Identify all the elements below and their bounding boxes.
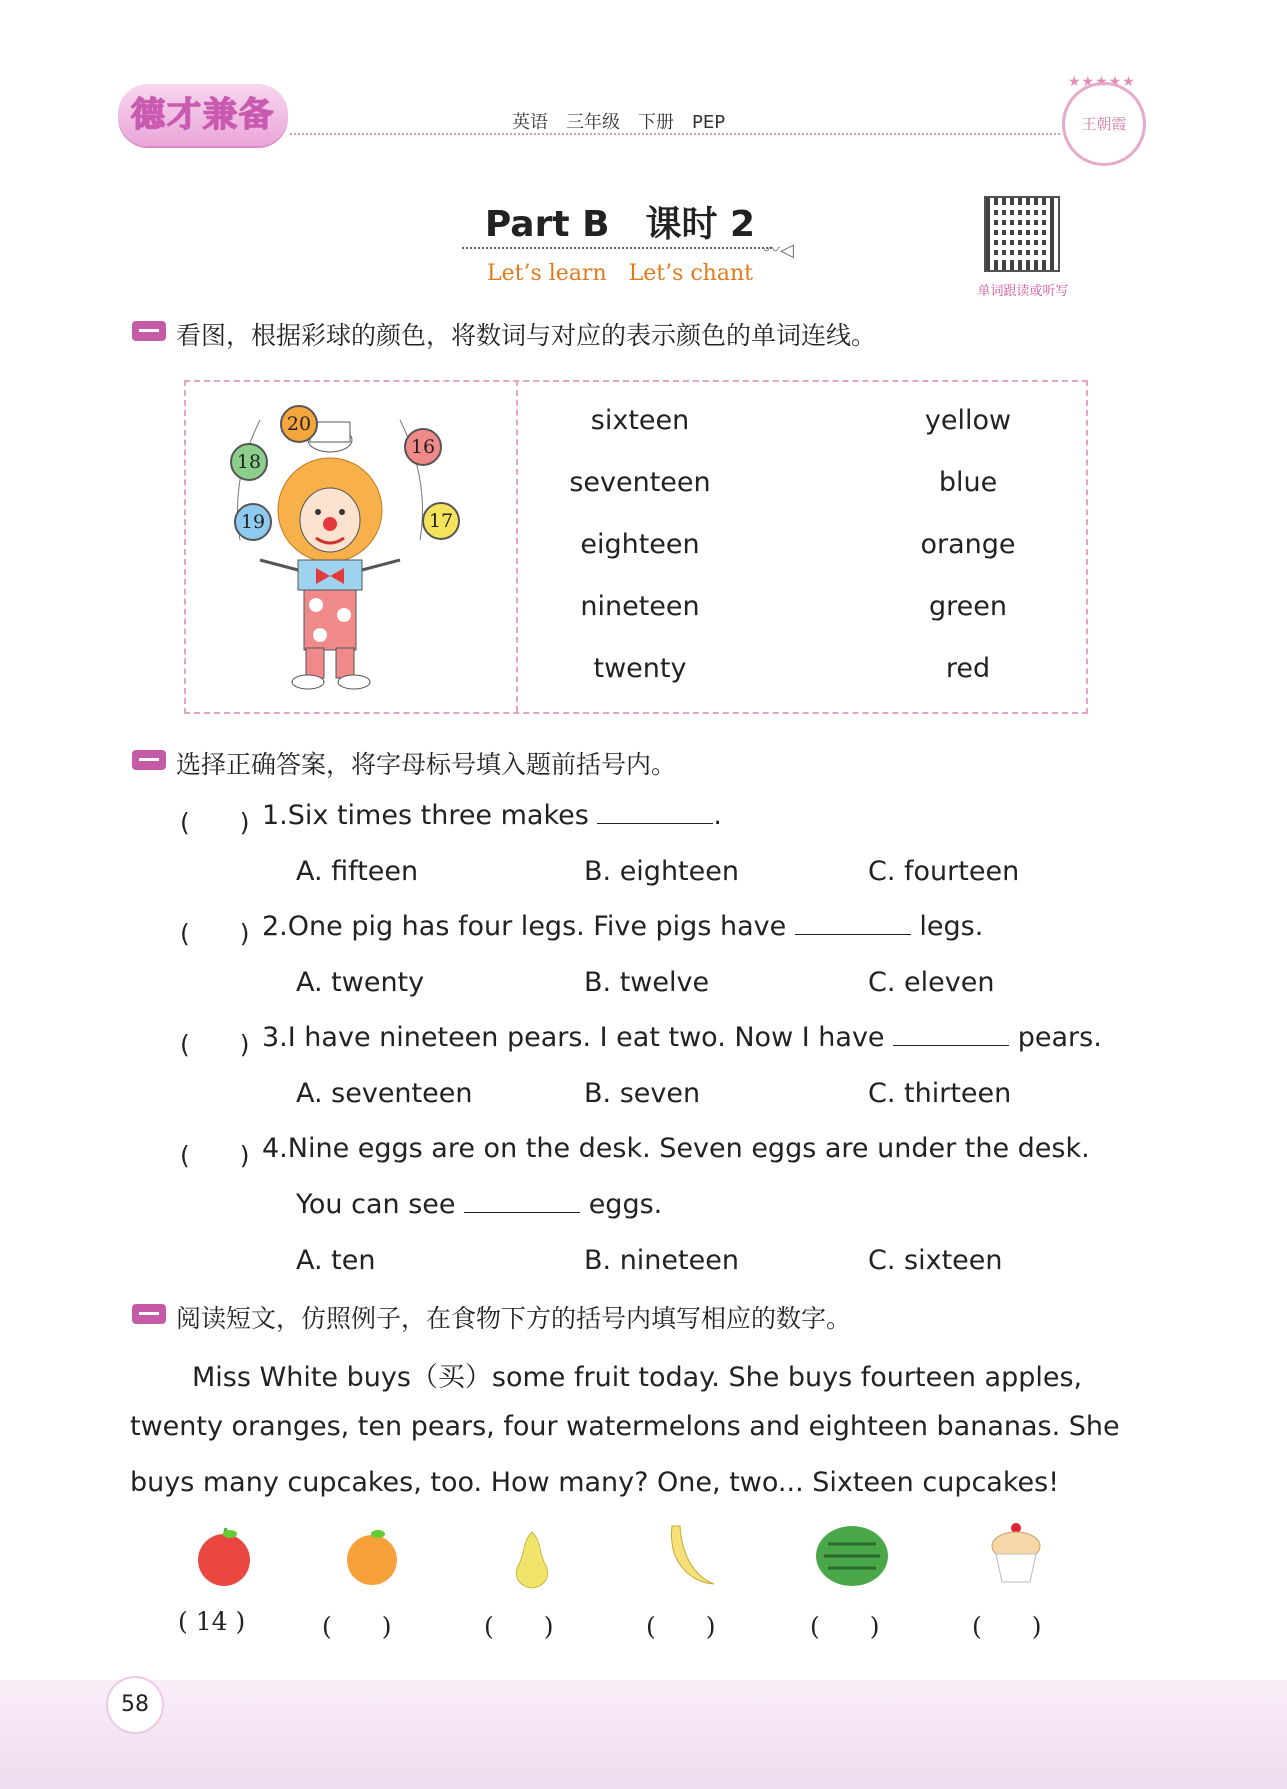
number-word[interactable]: twenty	[593, 653, 687, 684]
series-logo: 德才兼备	[118, 84, 288, 146]
option-c[interactable]: C. thirteen	[868, 1078, 1012, 1109]
option-a[interactable]: A. fifteen	[296, 856, 419, 887]
title-divider	[462, 247, 772, 249]
color-word[interactable]: blue	[938, 467, 998, 498]
answer-blank[interactable]	[893, 1044, 1009, 1046]
ball-orange: 20	[280, 405, 318, 443]
qr-label: 单词跟读或听写	[977, 284, 1069, 299]
food-answer-paren[interactable]: ( 14 )	[178, 1607, 246, 1636]
book-info: 英语 三年级 下册 PEP	[512, 112, 726, 133]
passage-line: Miss White buys（买）some fruit today. She buys fourteen apples,	[192, 1362, 1083, 1393]
answer-paren[interactable]: ( )	[180, 919, 250, 948]
answer-blank[interactable]	[464, 1211, 580, 1213]
option-b[interactable]: B. nineteen	[584, 1245, 739, 1276]
question-3: 3.I have nineteen pears. I eat two. Now I have pears.	[262, 1022, 1102, 1053]
question-4-line2: You can see eggs.	[296, 1189, 663, 1220]
option-a[interactable]: A. twenty	[296, 967, 425, 998]
option-c[interactable]: C. sixteen	[868, 1245, 1003, 1276]
section-three-instruction: 阅读短文，仿照例子，在食物下方的括号内填写相应的数字。	[176, 1304, 852, 1333]
food-answer-paren[interactable]: ( )	[646, 1612, 716, 1641]
passage-line: buys many cupcakes, too. How many? One, two... Sixteen cupcakes!	[130, 1467, 1060, 1498]
answer-paren[interactable]: ( )	[180, 1030, 250, 1059]
passage-line: twenty oranges, ten pears, four watermelons and eighteen bananas. She	[130, 1411, 1120, 1442]
food-answer-paren[interactable]: ( )	[972, 1612, 1042, 1641]
fish-icon: 〰◁	[762, 240, 794, 261]
answer-paren[interactable]: ( )	[180, 1141, 250, 1170]
food-answer-paren[interactable]: ( )	[810, 1612, 880, 1641]
option-c[interactable]: C. fourteen	[868, 856, 1020, 887]
ball-red: 16	[404, 428, 442, 466]
answer-blank[interactable]	[597, 822, 713, 824]
answer-paren[interactable]: ( )	[180, 808, 250, 837]
number-word[interactable]: nineteen	[580, 591, 700, 622]
option-b[interactable]: B. twelve	[584, 967, 710, 998]
option-b[interactable]: B. seven	[584, 1078, 701, 1109]
matching-divider	[516, 380, 518, 712]
color-word[interactable]: yellow	[924, 405, 1012, 436]
qr-code-pattern	[992, 204, 1048, 260]
option-b[interactable]: B. eighteen	[584, 856, 739, 887]
author-stamp: 王朝霞	[1062, 82, 1146, 166]
header-divider	[290, 133, 1060, 135]
apple-icon	[192, 1524, 256, 1588]
answer-blank[interactable]	[795, 933, 911, 935]
number-word[interactable]: eighteen	[580, 529, 700, 560]
number-word[interactable]: sixteen	[590, 405, 690, 436]
food-answer-paren[interactable]: ( )	[484, 1612, 554, 1641]
color-word[interactable]: orange	[920, 529, 1016, 560]
ball-green: 18	[230, 443, 268, 481]
banana-icon	[658, 1520, 722, 1590]
page-footer	[0, 1680, 1287, 1789]
question-1: 1.Six times three makes .	[262, 800, 723, 831]
question-2: 2.One pig has four legs. Five pigs have legs.	[262, 911, 984, 942]
question-4: 4.Nine eggs are on the desk. Seven eggs are under the desk.	[262, 1133, 1090, 1164]
page-number: 58	[106, 1676, 164, 1734]
color-word[interactable]: red	[945, 653, 991, 684]
number-word[interactable]: seventeen	[569, 467, 711, 498]
option-a[interactable]: A. ten	[296, 1245, 376, 1276]
ball-blue: 19	[234, 503, 272, 541]
watermelon-icon	[814, 1522, 890, 1588]
color-word[interactable]: green	[929, 591, 1007, 622]
ball-yellow: 17	[422, 502, 460, 540]
cupcake-icon	[986, 1518, 1046, 1588]
page-title: Part B 课时 2	[484, 204, 756, 245]
stars-icon: ★★★★★	[1068, 74, 1136, 90]
orange-icon	[340, 1524, 404, 1588]
option-a[interactable]: A. seventeen	[296, 1078, 473, 1109]
section-two-badge	[132, 750, 166, 770]
page-subtitle: Let’s learn Let’s chant	[487, 261, 753, 286]
option-c[interactable]: C. eleven	[868, 967, 995, 998]
section-three-badge	[132, 1304, 166, 1324]
section-one-instruction: 看图，根据彩球的颜色，将数词与对应的表示颜色的单词连线。	[176, 321, 877, 350]
food-answer-paren[interactable]: ( )	[322, 1612, 392, 1641]
pear-icon	[500, 1522, 564, 1590]
section-two-instruction: 选择正确答案，将字母标号填入题前括号内。	[176, 750, 677, 779]
section-one-badge	[132, 321, 166, 341]
